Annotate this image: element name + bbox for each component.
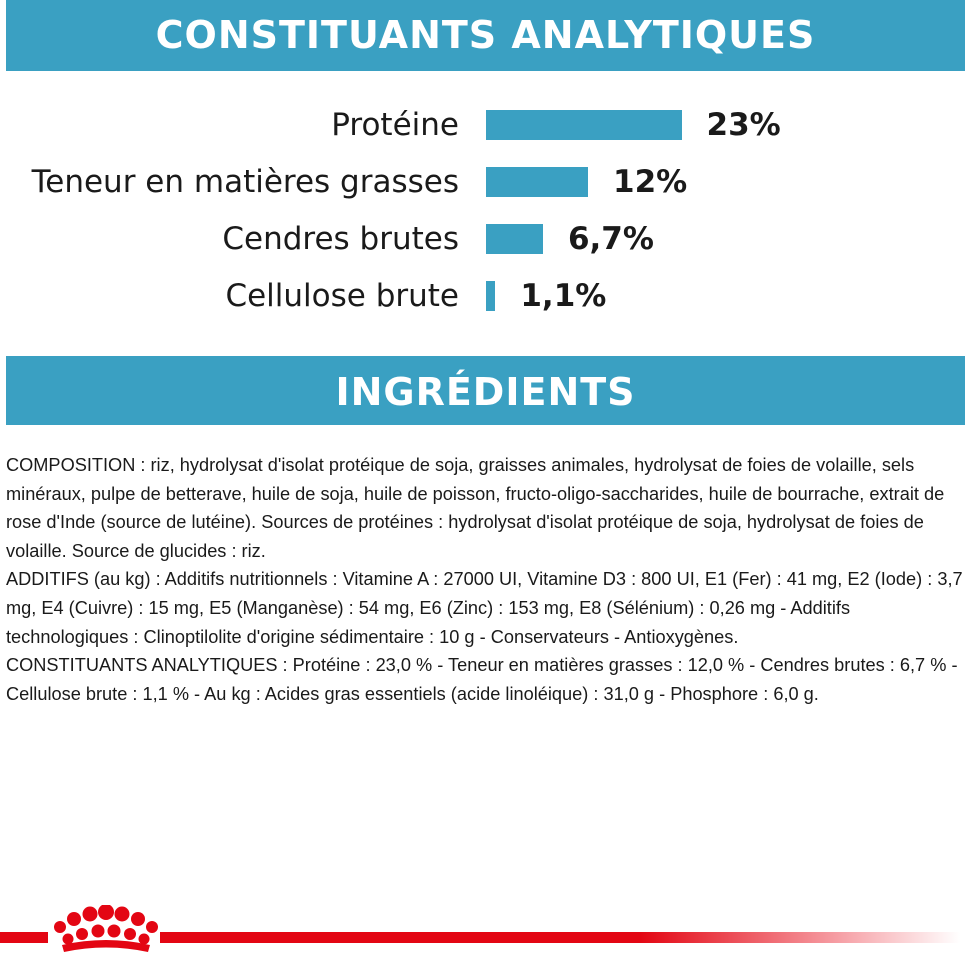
bar: [486, 110, 682, 140]
ingredients-section-banner: INGRÉDIENTS: [6, 356, 965, 425]
footer-red-line-left: [0, 932, 48, 943]
bar-value-label: 12%: [613, 164, 688, 200]
bar-category-label: Teneur en matières grasses: [31, 164, 459, 200]
composition-paragraph: COMPOSITION : riz, hydrolysat d'isolat protéique de soja, graisses animales, hydrolysat de foies de volaille, sels minéraux, pulpe de betterave, huile de soja, huile de poisson, fructo-oligo-saccharides, huile de bourrache, extrait de rose d'Inde (source de lutéine). Sources de protéines : hydrolysat d'isolat protéique de soja, hydrolysat de foies de volaille. Source de glucides : riz.: [6, 455, 945, 561]
bar-category-label: Protéine: [331, 107, 459, 143]
analytic-constituents-paragraph: CONSTITUANTS ANALYTIQUES : Protéine : 23,0 % - Teneur en matières grasses : 12,0 % - Cendres brutes : 6,7 % - Cellulose brute : 1,1 % - Au kg : Acides gras essentiels (acide linoléique) : 31,0 g - Phosphore : 6,0 g.: [6, 655, 958, 704]
footer-red-line: [160, 932, 960, 943]
bar-category-label: Cellulose brute: [225, 278, 459, 314]
bar-row: [0, 219, 970, 259]
ingredients-text: [6, 451, 966, 708]
bar-value-label: 1,1%: [520, 278, 607, 314]
bar: [486, 224, 543, 254]
bar-row: [0, 105, 970, 145]
analytic-section-banner: CONSTITUANTS ANALYTIQUES: [6, 0, 965, 71]
bar: [486, 281, 495, 311]
additives-paragraph: ADDITIFS (au kg) : Additifs nutritionnels : Vitamine A : 27000 UI, Vitamine D3 : 800 UI, E1 (Fer) : 41 mg, E2 (Iode) : 3,7 mg, E4 (Cuivre) : 15 mg, E5 (Manganèse) : 54 mg, E6 (Zinc) : 153 mg, E8 (Sélénium) : 0,26 mg - Additifs technologiques : Clinoptilolite d'origine sédimentaire : 10 g - Conservateurs - Antioxygènes.: [6, 569, 963, 647]
bar-row: [0, 276, 970, 316]
royal-canin-crown-icon: [48, 905, 160, 965]
bar-value-label: 6,7%: [567, 221, 654, 257]
bar-value-label: 23%: [706, 107, 781, 143]
bar-row: [0, 162, 970, 202]
bar-category-label: Cendres brutes: [222, 221, 459, 257]
bar: [486, 167, 588, 197]
